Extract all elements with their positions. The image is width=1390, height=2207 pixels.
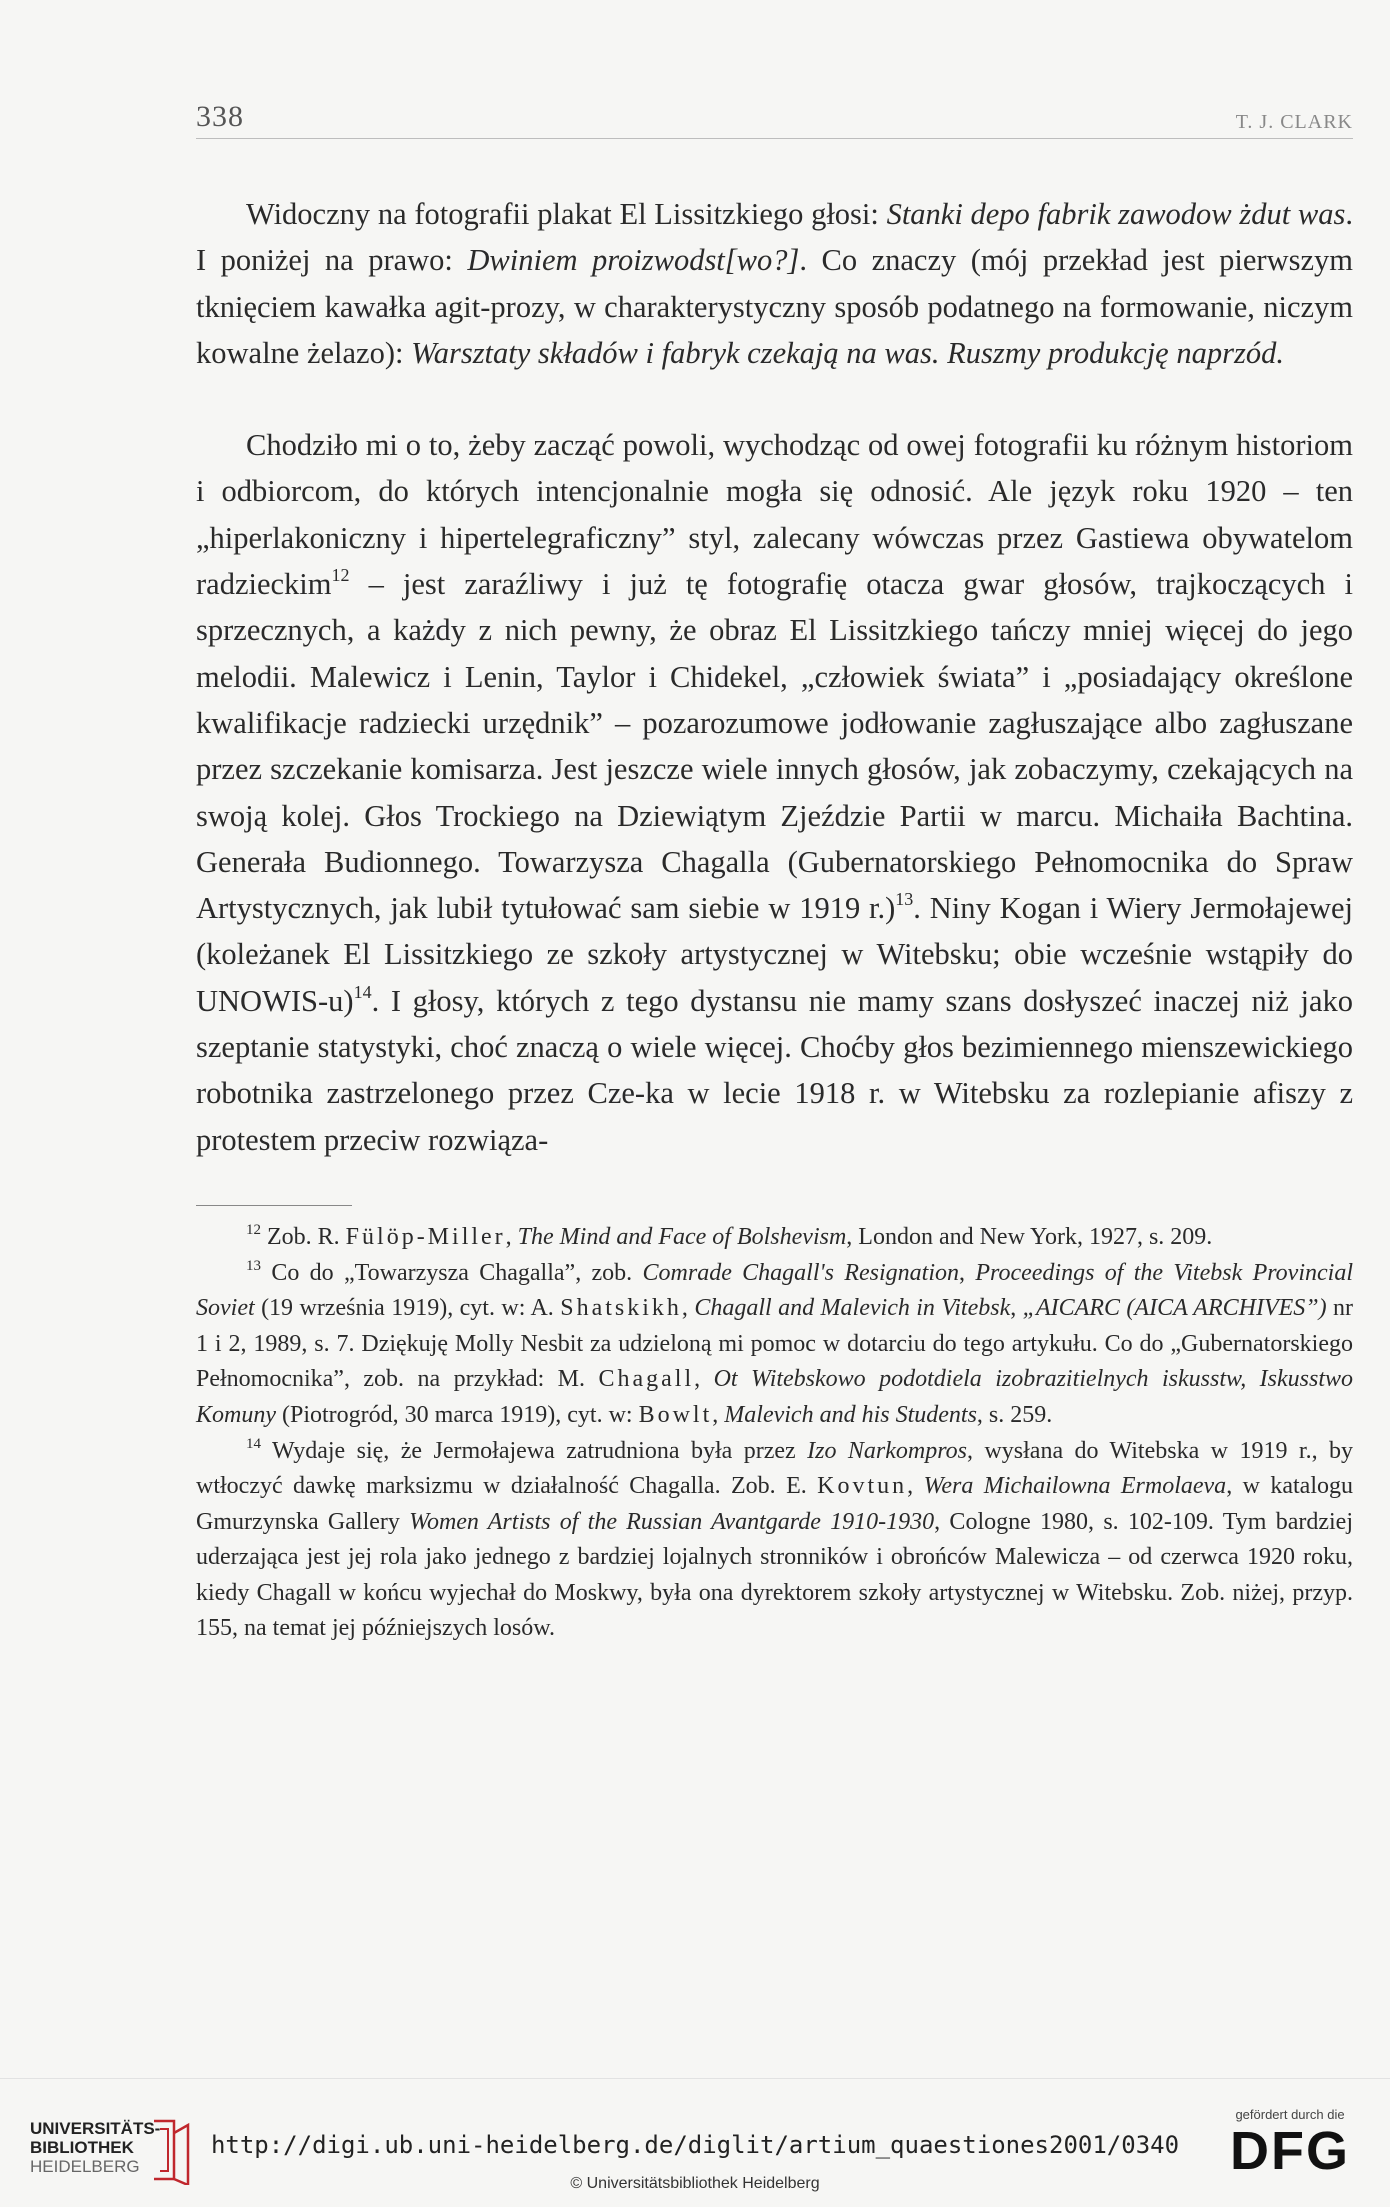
text-run: Chagall and Malevich in Vitebsk bbox=[694, 1295, 1011, 1322]
text-run: Dwiniem proizwodst[wo?] bbox=[467, 243, 800, 278]
library-name-line2: BIBLIOTHEK bbox=[30, 2138, 134, 2157]
footnote-12 bbox=[196, 1220, 1353, 1256]
dfg-logo[interactable] bbox=[1220, 2107, 1360, 2180]
paragraph-1 bbox=[196, 191, 1353, 376]
document-url-link[interactable]: http://digi.ub.uni-heidelberg.de/diglit/artium_quaestiones2001/0340 bbox=[210, 2131, 1180, 2159]
text-run: Proceedings of the Vitebsk Provincial Soviet bbox=[196, 1259, 1353, 1322]
text-run: , bbox=[958, 1259, 976, 1286]
text-run: , bbox=[681, 1295, 695, 1322]
text-run: , London and New York, 1927, s. 209. bbox=[846, 1223, 1213, 1250]
footnote-reference: 14 bbox=[246, 1435, 261, 1452]
text-run: , Cologne 1980, s. 102-109. Tym bardziej uderzająca jest jej rola jako jednego z bardziej lojalnych stronników i obrońców Malewicza – od czerwca 1920 roku, kiedy Chagall w końcu wyjechał do Moskwy, była ona dyrektorem szkoły artystycznej w Witebsku. Zob. niżej, przyp. 155, na temat jej późniejszych losów. bbox=[196, 1508, 1353, 1642]
text-run: Chagall bbox=[598, 1366, 695, 1393]
text-run: , bbox=[907, 1473, 924, 1500]
text-run: . Co znaczy (mój przekład jest pierwszym tknięciem kawałka agit-prozy, w charakterystyczny sposób podatnego na formowanie, niczym kowalne żelazo): bbox=[196, 243, 1353, 370]
text-run: Malevich and his Students bbox=[724, 1401, 977, 1428]
text-run: nr 1 i 2, 1989, s. 7. Dziękuję Molly Nesbit za udzieloną mi pomoc w dotarciu do tego artykułu. Co do „Gubernatorskiego Pełnomocnika”, zob. na przykład: M. bbox=[196, 1295, 1354, 1393]
text-run: , wysłana do Witebska w 1919 r., by wtłoczyć dawkę marksizmu w działalność Chagalla. Zob. E. bbox=[196, 1437, 1354, 1500]
dfg-funding-text: gefördert durch die bbox=[1235, 2107, 1345, 2122]
footnotes bbox=[196, 1220, 1353, 1647]
footnote-reference: 12 bbox=[246, 1221, 261, 1238]
text-run: Warsztaty składów i fabryk czekają na was. Ruszmy produkcję naprzód. bbox=[411, 335, 1284, 370]
text-run: Ot Witebskowo podotdiela izobrazitielnych iskusstw, Iskusstwo Komuny bbox=[196, 1366, 1354, 1428]
text-run: – jest zaraźliwy i już tę fotografię otacza gwar głosów, trajkoczących i sprzecznych, a każdy z nich pewny, że obraz El Lissitzkiego tańczy mniej więcej do jego melodii. Malewicz i Lenin, Taylor i Chidekel, „człowiek świata” i „posiadający określone kwalifikacje radziecki urzędnik” – pozarozumowe jodłowanie zagłuszające albo zagłuszane przez szczekanie komisarza. Jest jeszcze wiele innych głosów, jak zobaczymy, czekających na swoją kolej. Głos Trockiego na Dziewiątym Zjeździe Partii w marcu. Michaiła Bachtina. Generała Budionnego. Towarzysza Chagalla (Gubernatorskiego Pełnomocnika do Spraw Artystycznych, jak lubił tytułować sam siebie w 1919 r.) bbox=[196, 567, 1353, 926]
text-run: Kovtun bbox=[817, 1473, 908, 1500]
text-run: Chodziło mi o to, żeby zacząć powoli, wychodząc od owej fotografii ku różnym historiom i odbiorcom, do których intencjonalnie mogła się odnosić. Ale język roku 1920 – ten „hiperlakoniczny i hipertelegraficzny” styl, zalecany wówczas przez Gastiewa obywatelom radzieckim bbox=[196, 428, 1353, 602]
text-run: Zob. R. bbox=[261, 1223, 346, 1250]
text-run: . I głosy, których z tego dystansu nie mamy szans dosłyszeć inaczej niż jako szeptanie statystyki, choć znaczą o wiele więcej. Choćby głos bezimiennego mienszewickiego robotnika zastrzelonego przez Cze-ka w lecie 1918 r. w Witebsku za rozlepianie afiszy z protestem przeciw rozwiąza- bbox=[196, 983, 1353, 1157]
text-run: Wera Michailowna Ermolaeva bbox=[923, 1473, 1227, 1500]
dfg-wordmark: DFG bbox=[1230, 2121, 1350, 2181]
text-run: , bbox=[505, 1223, 518, 1250]
footnote-reference: 13 bbox=[246, 1257, 261, 1274]
text-run: „AICARC (AICA ARCHIVES”) bbox=[1022, 1295, 1327, 1322]
text-run: Wydaje się, że Jermołajewa zatrudniona była przez bbox=[261, 1437, 808, 1464]
library-name-line1: UNIVERSITÄTS- bbox=[30, 2119, 161, 2138]
document-page bbox=[196, 100, 1353, 1647]
footnote-reference: 13 bbox=[895, 889, 914, 910]
paragraph-2 bbox=[196, 422, 1353, 1163]
footnote-divider bbox=[196, 1205, 352, 1206]
text-run: . I poniżej na prawo: bbox=[196, 197, 1353, 278]
text-run: , s. 259. bbox=[976, 1401, 1053, 1428]
text-run: Widoczny na fotografii plakat El Lissitzkiego głosi: bbox=[246, 197, 887, 231]
text-run: . Niny Kogan i Wiery Jermołajewej (koleżanek El Lissitzkiego ze szkoły artystycznej w Witebsku; obie wcześnie wstąpiły do UNOWIS-u) bbox=[196, 891, 1353, 1018]
footnote-13 bbox=[196, 1256, 1353, 1434]
running-head: T. J. CLARK bbox=[1235, 111, 1353, 133]
text-run: , w katalogu Gmurzynska Gallery bbox=[196, 1473, 1353, 1535]
text-run: , bbox=[1010, 1295, 1023, 1322]
text-run: Shatskikh bbox=[560, 1295, 682, 1322]
page-number: 338 bbox=[196, 100, 244, 133]
text-run: Izo Narkompros bbox=[807, 1437, 968, 1464]
body-text bbox=[196, 191, 1353, 1163]
text-run: Comrade Chagall's Resignation bbox=[642, 1259, 959, 1286]
footnote-reference: 12 bbox=[331, 565, 350, 586]
text-run: Co do „Towarzysza Chagalla”, zob. bbox=[261, 1259, 643, 1286]
copyright-notice: © Universitätsbibliothek Heidelberg bbox=[570, 2175, 820, 2192]
text-run: , bbox=[694, 1366, 714, 1393]
footnote-reference: 14 bbox=[353, 981, 372, 1002]
text-run: The Mind and Face of Bolshevism bbox=[517, 1223, 847, 1250]
text-run: Stanki depo fabrik zawodow żdut was bbox=[886, 197, 1346, 231]
text-run: , bbox=[712, 1401, 725, 1428]
text-run: Women Artists of the Russian Avantgarde 1910-1930 bbox=[409, 1508, 935, 1535]
digitization-footer bbox=[0, 2078, 1390, 2207]
text-run: Fülöp-Miller bbox=[345, 1223, 506, 1250]
page-header bbox=[196, 100, 1353, 139]
text-run: (Piotrogród, 30 marca 1919), cyt. w: bbox=[276, 1401, 639, 1428]
library-name-line3: HEIDELBERG bbox=[30, 2157, 140, 2176]
text-run: Bowlt bbox=[638, 1401, 713, 1428]
text-run: (19 września 1919), cyt. w: A. bbox=[254, 1295, 561, 1322]
footnote-14 bbox=[196, 1434, 1353, 1648]
